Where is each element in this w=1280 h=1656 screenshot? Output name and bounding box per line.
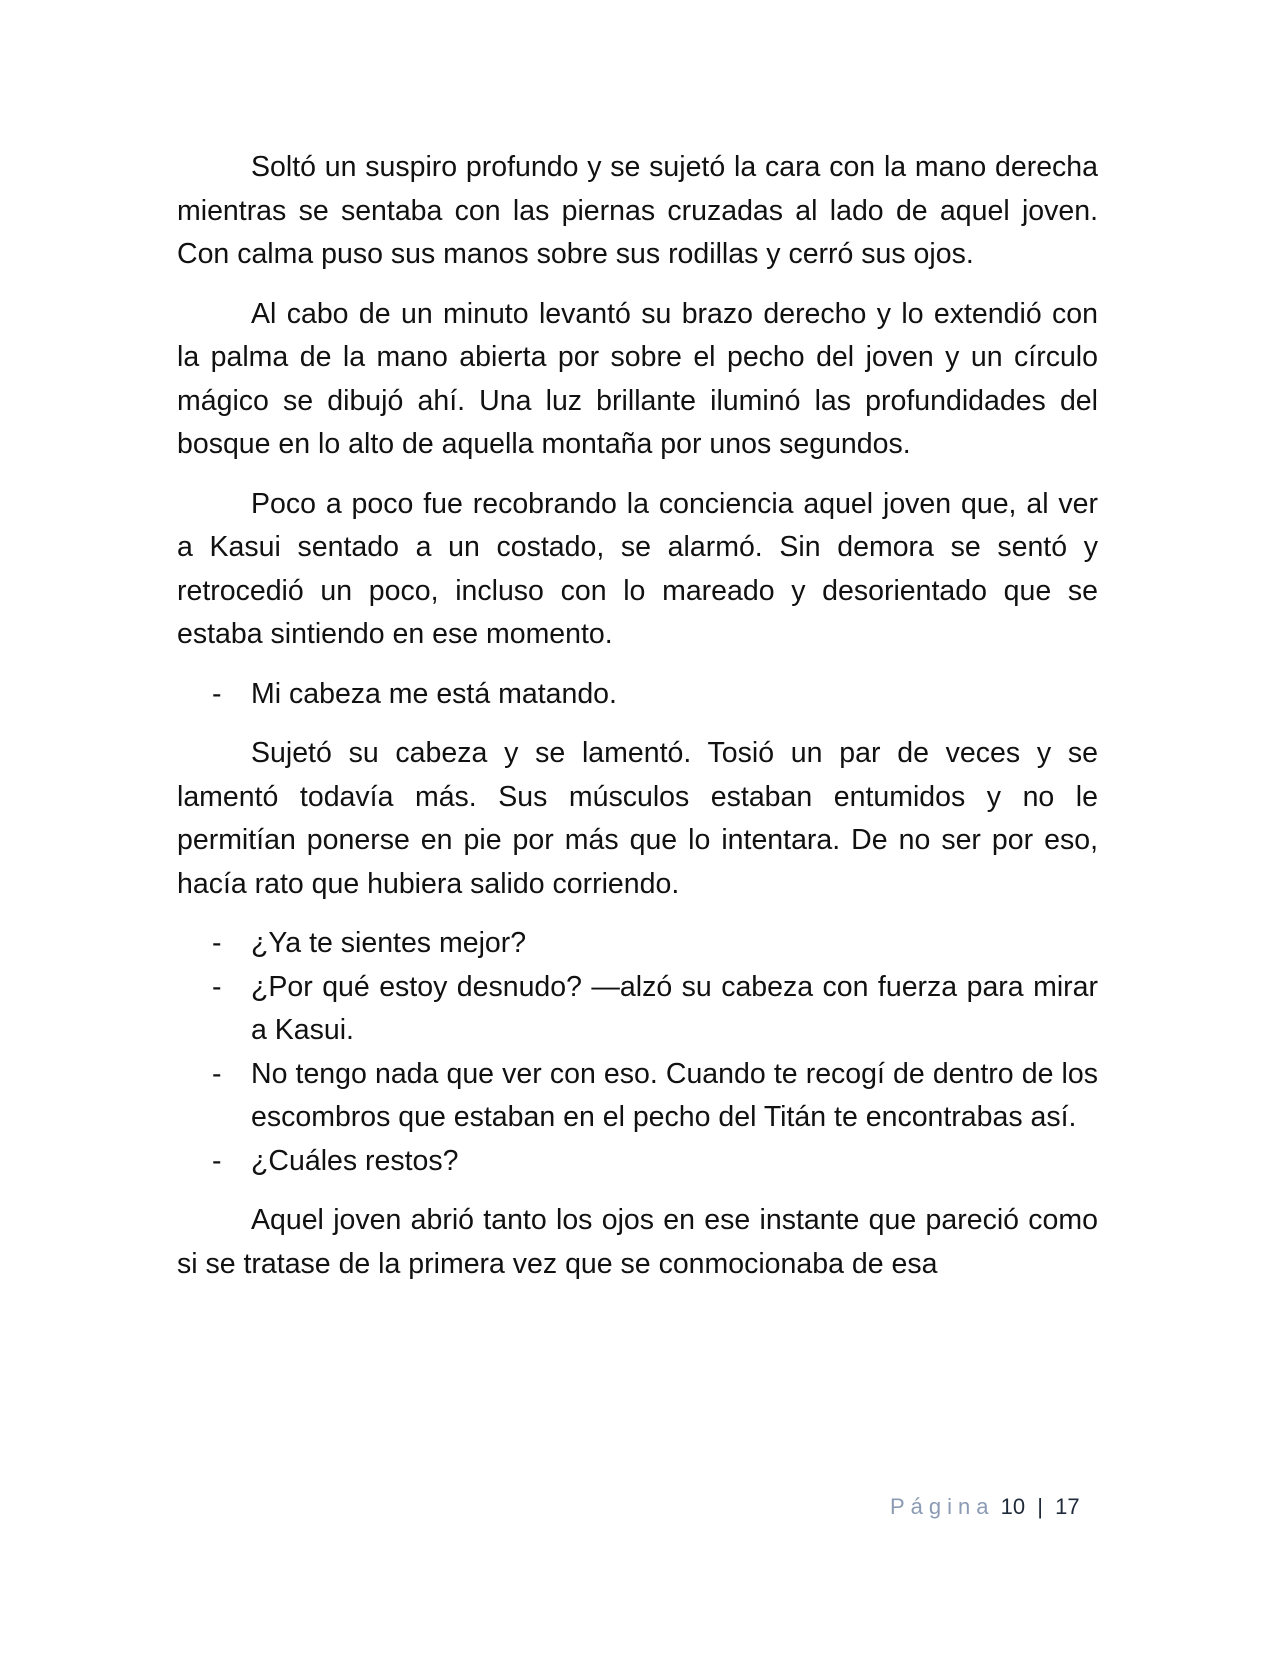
page-number: 10 (1000, 1494, 1026, 1519)
dialogue-dash: - (212, 677, 222, 710)
dialogue-list (177, 922, 1098, 1183)
dialogue-dash: - (212, 1144, 222, 1177)
dialogue-list (177, 673, 1098, 717)
page-separator: | (1037, 1494, 1043, 1519)
dialogue-text: ¿Cuáles restos? (251, 1144, 459, 1177)
paragraph: Aquel joven abrió tanto los ojos en ese instante que pareció como si se tratase de la primera vez que se conmocionaba de esa (177, 1204, 1098, 1280)
body-text (177, 146, 1098, 1302)
page-footer (890, 1494, 1080, 1520)
dialogue-line (177, 922, 1098, 966)
paragraph: Poco a poco fue recobrando la conciencia aquel joven que, al ver a Kasui sentado a un costado, se alarmó. Sin demora se sentó y retrocedió un poco, incluso con lo mareado y desorientado que se estaba sintiendo en ese momento. (177, 487, 1098, 650)
page-label: Página (890, 1494, 995, 1519)
dialogue-dash: - (212, 1057, 222, 1090)
page-total: 17 (1055, 1494, 1080, 1519)
paragraph: Sujetó su cabeza y se lamentó. Tosió un par de veces y se lamentó todavía más. Sus músculos estaban entumidos y no le permitían ponerse en pie por más que lo intentara. De no ser por eso, hacía rato que hubiera salido corriendo. (177, 737, 1098, 900)
dialogue-text: No tengo nada que ver con eso. Cuando te recogí de dentro de los escombros que estaban en el pecho del Titán te encontrabas así. (251, 1057, 1098, 1133)
dialogue-dash: - (212, 970, 222, 1003)
paragraph: Al cabo de un minuto levantó su brazo derecho y lo extendió con la palma de la mano abierta por sobre el pecho del joven y un círculo mágico se dibujó ahí. Una luz brillante iluminó las profundidades del bosque en lo alto de aquella montaña por unos segundos. (177, 297, 1098, 460)
dialogue-line (177, 1140, 1098, 1184)
paragraph: Soltó un suspiro profundo y se sujetó la cara con la mano derecha mientras se sentaba con las piernas cruzadas al lado de aquel joven. Con calma puso sus manos sobre sus rodillas y cerró sus ojos. (177, 151, 1098, 270)
dialogue-text: ¿Ya te sientes mejor? (251, 927, 527, 959)
dialogue-dash: - (212, 927, 222, 959)
dialogue-line (177, 966, 1098, 1053)
dialogue-text: ¿Por qué estoy desnudo? —alzó su cabeza con fuerza para mirar a Kasui. (251, 970, 1098, 1046)
dialogue-line (177, 673, 1098, 717)
dialogue-line (177, 1053, 1098, 1140)
dialogue-text: Mi cabeza me está matando. (251, 677, 617, 710)
